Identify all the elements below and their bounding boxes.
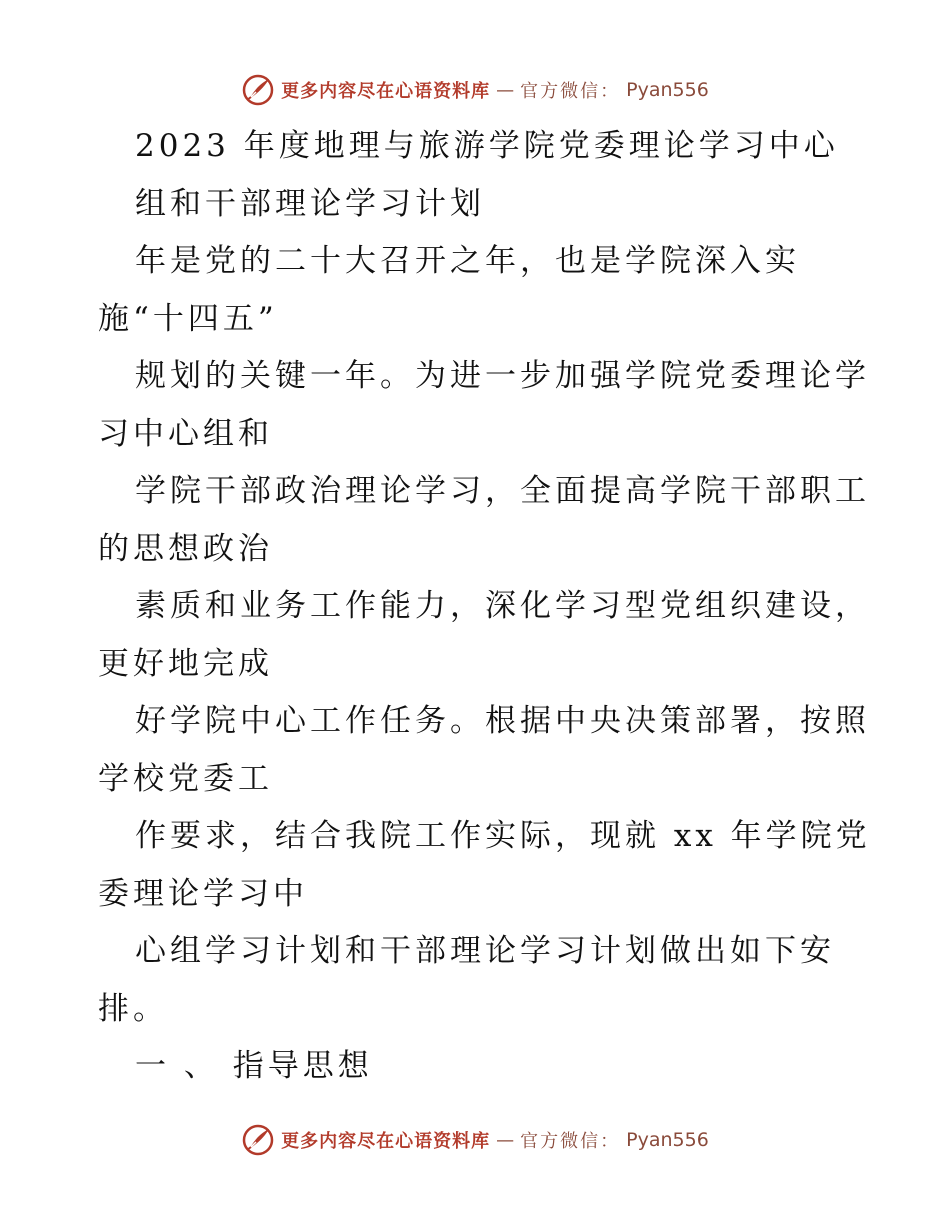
paragraph-line: 排。	[98, 990, 168, 1027]
header-watermark	[0, 70, 950, 110]
watermark-dash: —	[496, 79, 515, 101]
watermark-wechat-id: Pyan556	[626, 79, 709, 101]
paragraph-line: 学院干部政治理论学习，全面提高学院干部职工	[135, 473, 870, 509]
watermark-text: 更多内容尽在心语资料库	[281, 81, 491, 102]
watermark-official-label: 官方微信：	[520, 81, 621, 102]
feather-pen-logo-icon	[241, 1123, 275, 1157]
watermark-text: 更多内容尽在心语资料库	[281, 1131, 491, 1152]
document-title-line-1: 2023 年度地理与旅游学院党委理论学习中心	[135, 128, 839, 164]
paragraph-line: 施“十四五”	[98, 300, 278, 337]
paragraph-line: 素质和业务工作能力，深化学习型党组织建设，	[135, 588, 870, 624]
feather-pen-logo-icon	[241, 73, 275, 107]
paragraph-line: 的思想政治	[98, 530, 273, 567]
paragraph-line: 习中心组和	[98, 415, 273, 452]
paragraph-line: 学校党委工	[98, 760, 273, 797]
footer-watermark	[0, 1120, 950, 1160]
paragraph-line: 心组学习计划和干部理论学习计划做出如下安	[135, 933, 835, 969]
paragraph-line: 作要求，结合我院工作实际，现就 xx 年学院党	[135, 818, 871, 854]
paragraph-line: 更好地完成	[98, 645, 273, 682]
watermark-wechat-id: Pyan556	[626, 1129, 709, 1151]
document-body	[98, 118, 871, 1096]
watermark-official-label: 官方微信：	[520, 1131, 621, 1152]
document-title-line-2: 组和干部理论学习计划	[135, 185, 485, 222]
paragraph-line: 委理论学习中	[98, 875, 308, 912]
paragraph-line: 年是党的二十大召开之年，也是学院深入实	[135, 243, 800, 279]
section-heading: 一 、 指导思想	[135, 1048, 373, 1084]
paragraph-line: 规划的关键一年。为进一步加强学院党委理论学	[135, 358, 870, 394]
watermark-dash: —	[496, 1129, 515, 1151]
paragraph-line: 好学院中心工作任务。根据中央决策部署，按照	[135, 703, 870, 739]
